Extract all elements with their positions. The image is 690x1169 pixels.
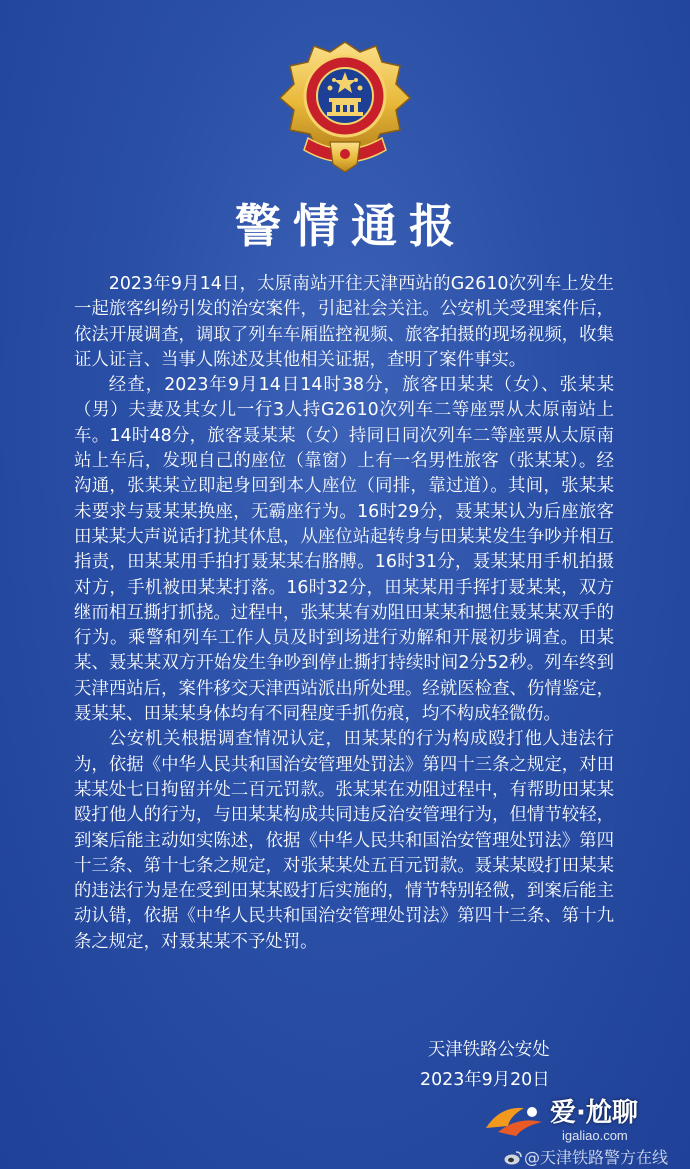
weibo-handle: [504, 1145, 668, 1168]
signature-org: 天津铁路公安处: [427, 1040, 550, 1060]
watermark-brand: 爱·尬聊: [550, 1098, 638, 1128]
signature-block: [420, 1035, 550, 1095]
paragraph-summary: 2023年9月14日，太原南站开往天津西站的G2610次列车上发生一起旅客纠纷引发的治安案件，引起社会关注。公安机关受理案件后，依法开展调查，调取了列车车厢监控视频、旅客拍摄的现场视频，收集证人证言、当事人陈述及其他相关证据，查明了案件事实。: [74, 274, 614, 370]
watermark: [480, 1090, 690, 1169]
weibo-icon: [504, 1150, 522, 1165]
paragraph-investigation: 经查，2023年9月14日14时38分，旅客田某某（女）、张某某（男）夫妻及其女儿一行3人持G2610次列车二等座票从太原南站上车。14时48分，旅客聂某某（女）持同日同次列车二等座票从太原南站上车后，发现自己的座位（靠窗）上有一名男性旅客（张某某）。经沟通，张某某立即起身回到本人座位（同排，靠过道）。其间，张某某未要求与聂某某换座，无霸座行为。16时29分，聂某某认为后座旅客田某某大声说话打扰其休息，从座位站起转身与田某某发生争吵并相互指责，田某某用手拍打聂某某右胳膊。16时31分，聂某某用手机拍摄对方，手机被田某某打落。16时32分，田某某用手挥打聂某某，双方继而相互撕打抓挠。过程中，张某某有劝阻田某某和摁住聂某某双手的行为。乘警和列车工作人员及时到场进行劝解和开展初步调查。田某某、聂某某双方开始发生争吵到停止撕打持续时间2分52秒。列车终到天津西站后，案件移交天津西站派出所处理。经就医检查、伤情鉴定，聂某某、田某某身体均有不同程度手抓伤痕，均不构成轻微伤。: [74, 375, 614, 725]
signature-date: 2023年9月20日: [420, 1070, 550, 1090]
weibo-handle-text: @天津铁路警方在线: [524, 1148, 669, 1167]
notice-body: [74, 272, 614, 955]
bird-logo-icon: [480, 1098, 558, 1142]
police-emblem-icon: [272, 38, 418, 178]
watermark-domain: igaliao.com: [562, 1128, 628, 1143]
paragraph-ruling: 公安机关根据调查情况认定，田某某的行为构成殴打他人违法行为，依据《中华人民共和国治安管理处罚法》第四十三条之规定，对田某某处七日拘留并处二百元罚款。张某某在劝阻过程中，有帮助田某某殴打他人的行为，与田某某构成共同违反治安管理行为，但情节较轻，到案后能主动如实陈述，依据《中华人民共和国治安管理处罚法》第四十三条、第十七条之规定，对张某某处五百元罚款。聂某某殴打田某某的违法行为是在受到田某某殴打后实施的，情节特别轻微，到案后能主动认错，依据《中华人民共和国治安管理处罚法》第四十三条、第十九条之规定，对聂某某不予处罚。: [74, 729, 614, 952]
page-title: 警情通报: [235, 199, 467, 253]
